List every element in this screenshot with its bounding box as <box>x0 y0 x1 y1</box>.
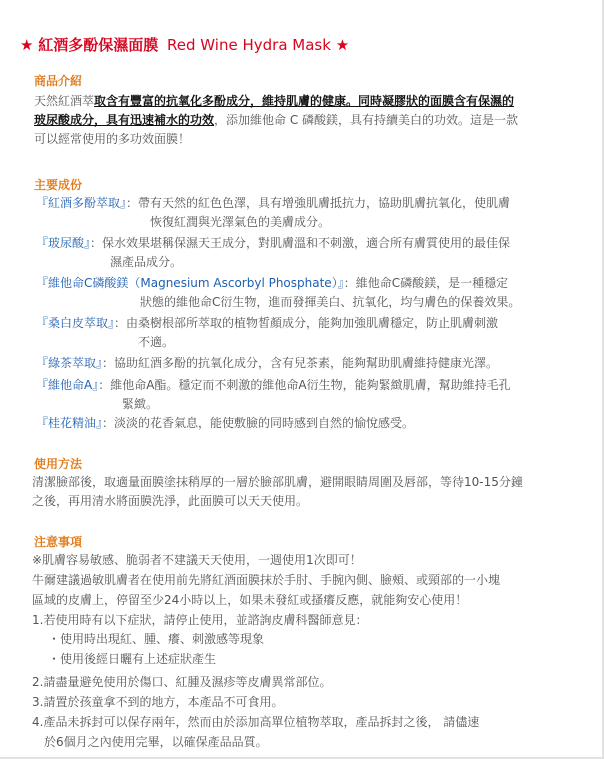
intro-highlight-1: 取含有豐富的抗氧化多酚成分，維持肌膚的健康。同時凝膠狀的面膜含有保濕的 <box>94 94 515 108</box>
ingredient-desc: ：保水效果堪稱保濕天王成分，對肌膚溫和不刺激，適合所有膚質使用的最佳保 <box>90 236 511 250</box>
ingredient-desc-cont: 濕產品成分。 <box>110 255 183 269</box>
note-line: 1.若使用時有以下症狀，請停止使用，並諮詢皮膚科醫師意見： <box>32 613 368 627</box>
note-line: 4.產品未拆封可以保存兩年，然而由於添加高單位植物萃取，產品拆封之後， 請儘速 <box>32 715 480 729</box>
notes-heading: 注意事項 <box>34 535 83 549</box>
ingredient-item <box>36 376 566 414</box>
usage-heading: 使用方法 <box>34 457 83 471</box>
ingredient-item <box>36 274 566 312</box>
ingredient-item <box>36 414 566 433</box>
note-line: 2.請盡量避免使用於傷口、紅腫及濕疹等皮膚異常部位。 <box>32 675 332 689</box>
ingredient-name: 『桑白皮萃取』 <box>36 316 115 330</box>
ingredient-desc: ：帶有天然的紅色色澤，具有增強肌膚抵抗力，協助肌膚抗氧化，使肌膚 <box>126 196 511 210</box>
ingredient-desc: ：由桑樹根部所萃取的植物皙顏成分，能夠加強肌膚穩定，防止肌膚刺激 <box>114 316 499 330</box>
note-bullet: ・使用時出現紅、腫、癢、刺激感等現象 <box>48 632 265 646</box>
usage-line: 之後，再用清水將面膜洗淨，此面膜可以天天使用。 <box>32 494 309 508</box>
ingredient-desc-cont: 不適。 <box>138 335 175 349</box>
ingredient-desc-cont: 狀態的維他命C衍生物，進而發揮美白、抗氧化，均勻膚色的保養效果。 <box>140 295 521 309</box>
note-line: 於6個月之內使用完畢，以確保產品品質。 <box>44 735 268 749</box>
ingredient-name: 『桂花精油』 <box>36 416 103 430</box>
ingredient-name: 『維他命C磷酸鎂（Magnesium Ascorbyl Phosphate）』 <box>36 276 344 290</box>
title-english: Red Wine Hydra Mask <box>167 36 331 54</box>
intro-heading: 商品介紹 <box>34 74 83 88</box>
intro-line-1 <box>34 92 554 111</box>
ingredient-desc: ：協助紅酒多酚的抗氧化成分，含有兒茶素，能夠幫助肌膚維持健康光澤。 <box>102 356 499 370</box>
intro-highlight-2: 玻尿酸成分，具有迅速補水的功效 <box>34 113 215 127</box>
note-bullet: ・使用後經日曬有上述症狀產生 <box>48 652 217 666</box>
note-line: 3.請置於孩童拿不到的地方，本產品不可食用。 <box>32 695 284 709</box>
intro-line-2 <box>34 111 554 130</box>
ingredient-desc: ：維他命A酯。穩定而不刺激的維他命A衍生物，能夠緊緻肌膚，幫助維持毛孔 <box>98 378 511 392</box>
usage-line: 清潔臉部後，取適量面膜塗抹稍厚的一層於臉部肌膚，避開眼睛周圍及唇部，等待10-15分鐘 <box>32 475 523 489</box>
title-chinese: 紅酒多酚保濕面膜 <box>38 36 159 54</box>
star-icon: ★ <box>20 36 34 54</box>
ingredient-name: 『玻尿酸』 <box>36 236 91 250</box>
ingredient-desc: ：維他命C磷酸鎂，是一種穩定 <box>343 276 509 290</box>
intro-line-3: 可以經常使用的多功效面膜！ <box>34 132 191 146</box>
ingredient-item <box>36 234 566 272</box>
ingredient-item <box>36 194 566 232</box>
ingredient-desc-cont: 恢復紅潤與光澤氣色的美膚成分。 <box>150 215 331 229</box>
page-title <box>20 34 349 55</box>
star-icon: ★ <box>335 36 350 54</box>
intro-paragraph <box>34 92 554 149</box>
ingredient-name: 『綠茶萃取』 <box>36 356 103 370</box>
ingredient-desc: ：淡淡的花香氣息，能使敷臉的同時感到自然的愉悅感受。 <box>102 416 415 430</box>
ingredient-item <box>36 314 566 352</box>
note-line: 區域的皮膚上，停留至少24小時以上，如果未發紅或搔癢反應，就能夠安心使用！ <box>32 593 468 607</box>
ingredient-name: 『紅酒多酚萃取』 <box>36 196 127 210</box>
ingredient-name: 『維他命A』 <box>36 378 99 392</box>
note-line: 牛爾建議過敏肌膚者在使用前先將紅酒面膜抹於手肘、手腕內側、臉頰、或頸部的一小塊 <box>32 573 501 587</box>
ingredient-item <box>36 354 566 373</box>
note-line: ※肌膚容易敏感、脆弱者不建議天天使用，一週使用1次即可！ <box>32 553 362 567</box>
ingredient-desc-cont: 緊緻。 <box>122 397 159 411</box>
intro-text: ，添加維他命 C 磷酸鎂，具有持續美白的功效。這是一款 <box>214 113 519 127</box>
ingredients-heading: 主要成份 <box>34 178 83 192</box>
intro-text: 天然紅酒萃 <box>34 94 95 108</box>
